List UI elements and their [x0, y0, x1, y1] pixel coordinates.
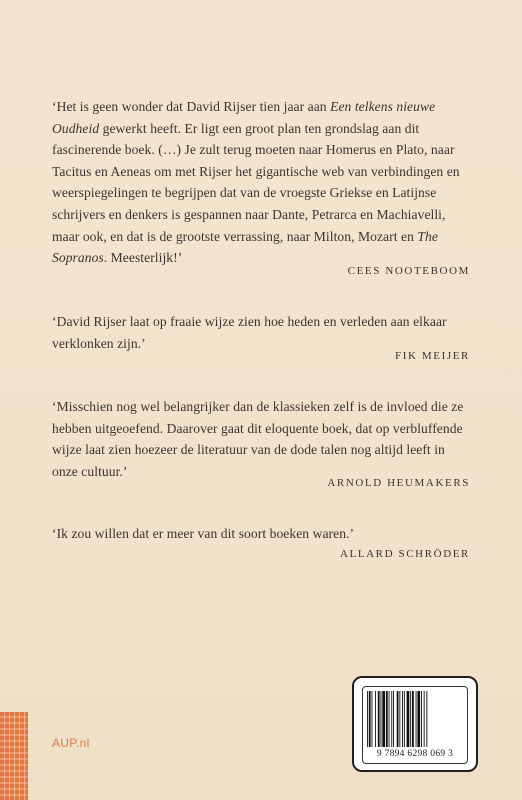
quote-segment: . Meesterlijk!’ — [103, 250, 183, 266]
barcode-bar — [381, 691, 382, 747]
isbn-number: 9 7894 6298 069 3 — [376, 749, 454, 759]
barcode-bar — [369, 691, 371, 747]
barcode-bar — [416, 691, 417, 747]
quote-author-meijer: FIK MEIJER — [395, 350, 470, 362]
quote-segment: ‘Misschien nog wel belangrijker dan de klassieken zelf is de invloed die ze hebben uitgeoefend. Daarover gaat dit eloquente boek, dat op verbluffende wijze laat zien hoezeer de literatuur van de dode talen nog altijd leeft in onze cultuur.’ — [52, 399, 464, 479]
quote-heumakers — [52, 396, 472, 482]
barcode-bar — [367, 691, 368, 747]
barcode-bar — [402, 691, 403, 747]
quote-nooteboom — [52, 96, 472, 269]
orange-spine-stripe — [0, 712, 28, 800]
barcode-sticker — [352, 676, 478, 772]
barcode-bar — [397, 691, 399, 747]
publisher-url: AUP.nl — [52, 736, 90, 750]
barcode-bar — [410, 691, 411, 747]
quote-text — [52, 311, 472, 354]
barcode-bar — [391, 691, 392, 747]
barcode-bar — [424, 691, 425, 747]
barcode-bar — [399, 691, 400, 747]
quote-text — [52, 96, 472, 269]
barcode-bar — [386, 691, 388, 747]
barcode — [362, 686, 468, 764]
quote-text — [52, 523, 472, 545]
quote-title-italic: Een telkens nieuwe Oudheid — [52, 99, 436, 136]
quote-segment: ‘David Rijser laat op fraaie wijze zien hoe heden en verleden aan elkaar verklonken zijn.’ — [52, 314, 447, 351]
quote-schroder — [52, 523, 472, 545]
quote-title-italic: The Sopranos — [52, 228, 438, 266]
barcode-bar — [372, 691, 373, 747]
barcode-bar — [407, 691, 410, 747]
barcode-bar — [404, 691, 405, 747]
barcode-bar — [426, 691, 427, 747]
quote-text — [52, 396, 472, 482]
barcode-bar — [421, 691, 422, 747]
quote-meijer — [52, 311, 472, 354]
barcode-bar — [389, 691, 390, 747]
quote-author-heumakers: ARNOLD HEUMAKERS — [327, 477, 470, 489]
barcode-bar — [393, 691, 394, 747]
quote-segment: ‘Het is geen wonder dat David Rijser tien jaar aan — [52, 99, 331, 114]
barcode-bar — [378, 691, 380, 747]
barcode-bar — [417, 691, 420, 747]
quote-segment: ‘Ik zou willen dat er meer van dit soort boeken waren.’ — [52, 526, 355, 541]
quote-author-schroder: ALLARD SCHRÖDER — [339, 548, 470, 560]
quote-author-nooteboom: CEES NOOTEBOOM — [347, 265, 470, 277]
barcode-bar — [382, 691, 385, 747]
barcode-bar — [412, 691, 414, 747]
quote-segment: gewerkt heeft. Er ligt een groot plan ten grondslag aan dit fascinerende boek. (…) Je zult terug moeten naar Homerus en Plato, naar Tacitus en Aeneas om met Rijser het gigantische web van verbindingen en weerspiegelingen te begrijpen dat van de vroegste Griekse en Latijnse schrijvers en denkers is gespannen naar Dante, Petrarca en Machiavelli, maar ook, en dat is de grootste verrassing, naar Milton, Mozart en — [52, 120, 460, 244]
barcode-bar — [375, 691, 376, 747]
barcode-bars — [367, 691, 463, 747]
